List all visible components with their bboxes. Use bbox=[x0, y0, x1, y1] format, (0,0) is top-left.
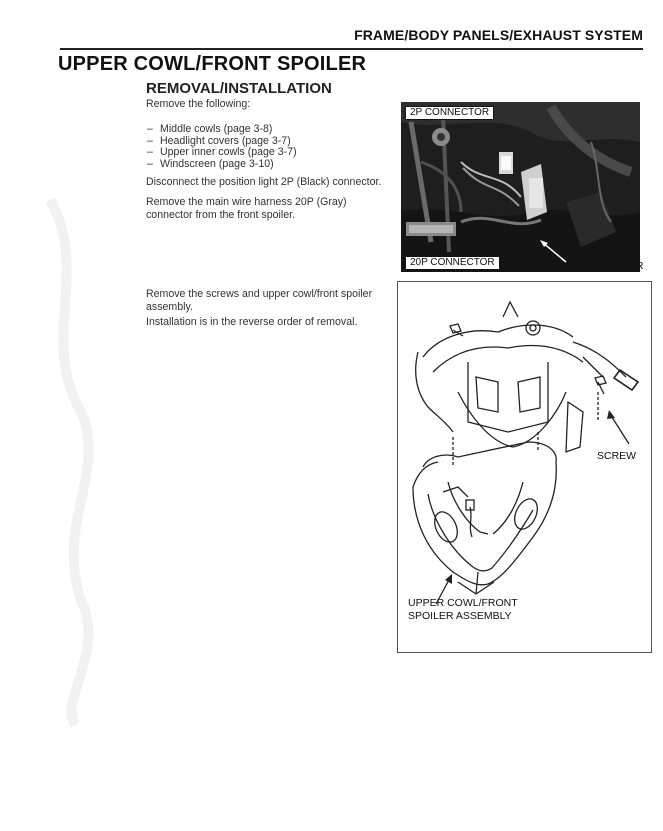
list-item: – Middle cowls (page 3-8) bbox=[146, 124, 297, 136]
header-rule bbox=[60, 48, 643, 50]
removal-list bbox=[146, 124, 297, 170]
margin-watermark bbox=[30, 190, 120, 730]
installation-step: Installation is in the reverse order of removal. bbox=[146, 316, 358, 328]
section-subtitle: REMOVAL/INSTALLATION bbox=[146, 80, 332, 97]
list-item: – Windscreen (page 3-10) bbox=[146, 159, 297, 171]
connector-photo bbox=[401, 102, 640, 272]
label-screw: SCREW bbox=[597, 450, 637, 462]
list-item: – Headlight covers (page 3-7) bbox=[146, 136, 297, 148]
remove-screws-step: Remove the screws and upper cowl/front spoiler assembly. bbox=[146, 288, 373, 313]
page-title: UPPER COWL/FRONT SPOILER bbox=[58, 53, 367, 75]
label-20p-connector: 20P CONNECTOR bbox=[405, 256, 500, 270]
exploded-diagram bbox=[397, 281, 652, 653]
intro-text: Remove the following: bbox=[146, 98, 251, 110]
remove-harness-step: Remove the main wire harness 20P (Gray) connector from the front spoiler. bbox=[146, 196, 347, 221]
disconnect-step: Disconnect the position light 2P (Black) connector. bbox=[146, 176, 382, 188]
label-assembly-line1: UPPER COWL/FRONT bbox=[408, 597, 518, 609]
label-assembly-line2: SPOILER ASSEMBLY bbox=[408, 610, 512, 622]
label-front-spoiler: FRONT SPOILER bbox=[559, 260, 644, 272]
connector-photo-image bbox=[401, 102, 640, 272]
label-2p-connector: 2P CONNECTOR bbox=[405, 106, 494, 120]
list-item: – Upper inner cowls (page 3-7) bbox=[146, 147, 297, 159]
section-header: FRAME/BODY PANELS/EXHAUST SYSTEM bbox=[354, 27, 643, 43]
